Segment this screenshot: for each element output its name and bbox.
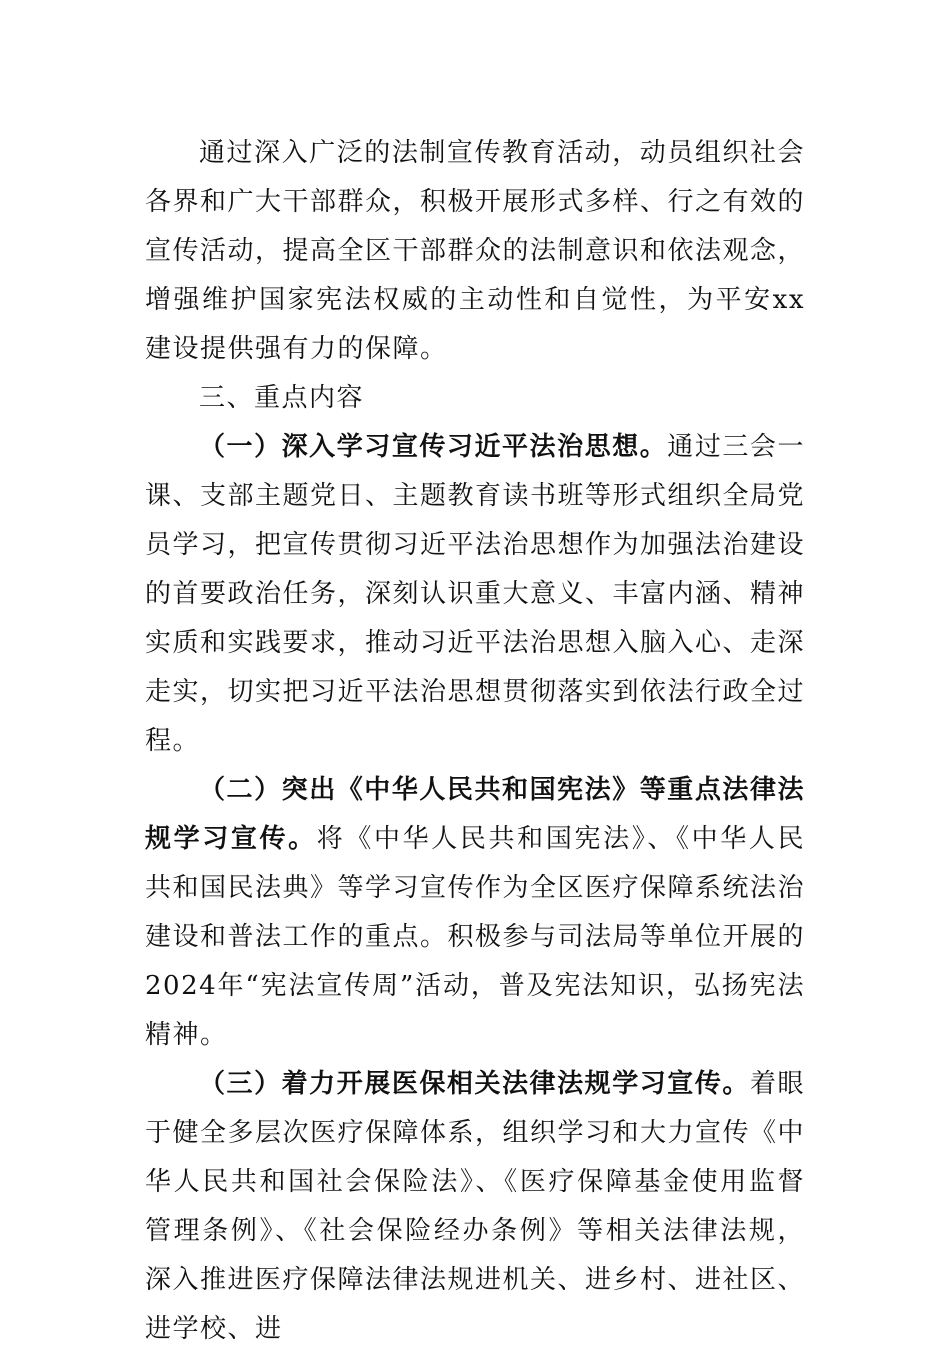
item1-title: （一）深入学习宣传习近平法治思想。 [199, 432, 668, 462]
item2-title: （二）突出《中华人民共和国宪法》等重点法律法规学习宣传。 [145, 775, 805, 854]
item3-paragraph [145, 1060, 805, 1354]
item3-text: 着眼于健全多层次医疗保障体系，组织学习和大力宣传《中华人民共和国社会保险法》、《医疗保障基金使用监督管理条例》、《社会保险经办条例》等相关法律法规，深入推进医疗保障法律法规进机关、进乡村、进社区、进学校、进 [145, 1069, 806, 1344]
intro-paragraph: 通过深入广泛的法制宣传教育活动，动员组织社会各界和广大干部群众，积极开展形式多样、行之有效的宣传活动，提高全区干部群众的法制意识和依法观念，增强维护国家宪法权威的主动性和自觉性，为平安xx建设提供强有力的保障。 [145, 138, 806, 364]
document-body [145, 129, 805, 1354]
item2-paragraph [145, 766, 805, 1060]
item1-paragraph [145, 423, 805, 766]
item2-text: 将《中华人民共和国宪法》、《中华人民共和国民法典》等学习宣传作为全区医疗保障系统法治建设和普法工作的重点。积极参与司法局等单位开展的2024年“宪法宣传周”活动，普及宪法知识，弘扬宪法精神。 [145, 824, 806, 1050]
item1-text: 通过三会一课、支部主题党日、主题教育读书班等形式组织全局党员学习，把宣传贯彻习近平法治思想作为加强法治建设的首要政治任务，深刻认识重大意义、丰富内涵、精神实质和实践要求，推动习近平法治思想入脑入心、走深走实，切实把习近平法治思想贯彻落实到依法行政全过程。 [145, 432, 806, 756]
section-heading: 三、重点内容 [199, 383, 365, 413]
item3-title: （三）着力开展医保相关法律法规学习宣传。 [199, 1069, 750, 1099]
